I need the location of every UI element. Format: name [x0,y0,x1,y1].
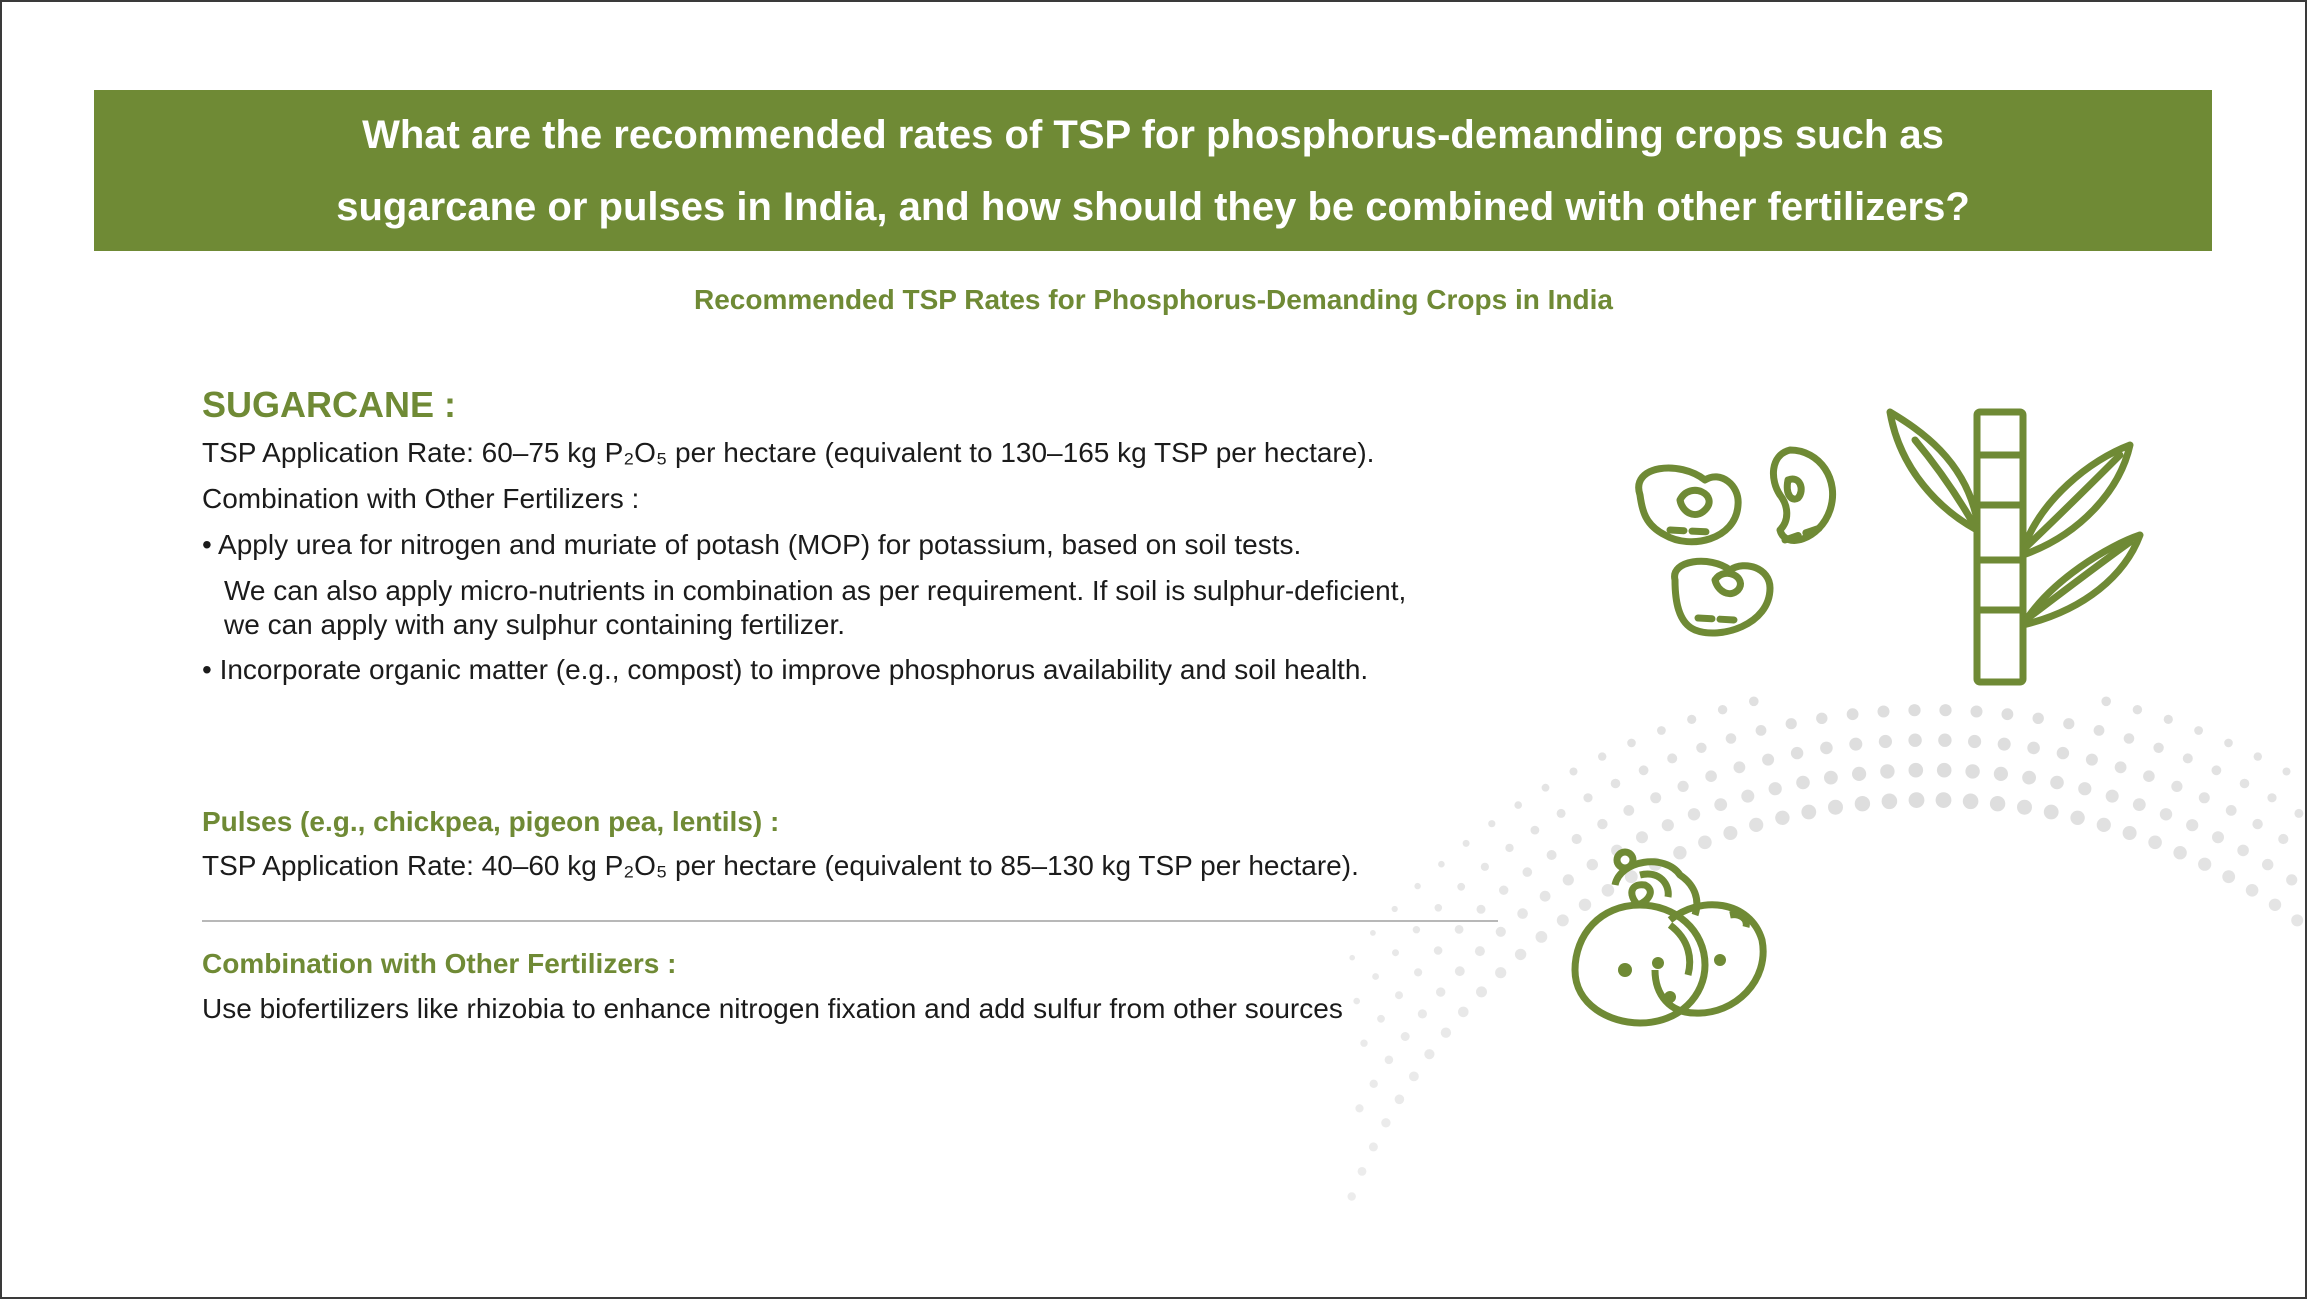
question-banner [94,90,2212,251]
sugarcane-combo-label: Combination with Other Fertilizers : [202,483,640,514]
section-divider [202,920,1498,922]
sugarcane-bullet-1: • Apply urea for nitrogen and muriate of potash (MOP) for potassium, based on soil tests. [202,529,1302,560]
sugarcane-icon [1880,400,2150,690]
sugarcane-bullet-1-continued: We can also apply micro-nutrients in combination as per requirement. If soil is sulphur-deficient, [224,575,1407,606]
sugarcane-heading: SUGARCANE : [202,384,457,425]
sugarcane-rate: TSP Application Rate: 60–75 kg P₂O₅ per hectare (equivalent to 130–165 kg TSP per hectare). [202,437,1375,468]
beans-icon [1620,440,1840,650]
pulses-combo-text: Use biofertilizers like rhizobia to enhance nitrogen fixation and add sulfur from other sources [202,993,1343,1024]
banner-line-2: sugarcane or pulses in India, and how should they be combined with other fertilizers? [336,184,1970,229]
pulses-heading: Pulses (e.g., chickpea, pigeon pea, lentils) : [202,806,780,837]
pulses-combo-heading: Combination with Other Fertilizers : [202,948,677,979]
chickpea-icon [1570,845,1770,1030]
sugarcane-bullet-1-continued-2: we can apply with any sulphur containing fertilizer. [224,609,846,640]
page-subtitle: Recommended TSP Rates for Phosphorus-Demanding Crops in India [694,284,1613,315]
banner-line-1: What are the recommended rates of TSP for phosphorus-demanding crops such as [362,112,1944,157]
pulses-rate: TSP Application Rate: 40–60 kg P₂O₅ per hectare (equivalent to 85–130 kg TSP per hectare). [202,850,1359,881]
sugarcane-bullet-2: • Incorporate organic matter (e.g., compost) to improve phosphorus availability and soil health. [202,654,1369,685]
